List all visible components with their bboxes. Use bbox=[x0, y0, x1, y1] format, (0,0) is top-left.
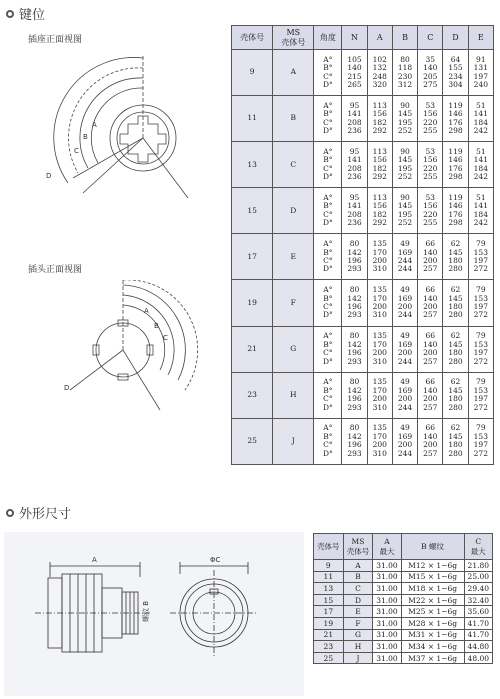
plug-front-view-label: 插头正面视图 bbox=[28, 265, 83, 275]
dim-table-row bbox=[314, 560, 493, 572]
ms-shell-cell: D bbox=[273, 188, 314, 234]
angle-value-cell: 119 146 176 298 bbox=[443, 96, 468, 142]
angle-value-cell: 49 169 200 244 bbox=[392, 418, 417, 464]
dim-table-cell: 41.70 bbox=[464, 629, 492, 641]
key-table-header-cell: E bbox=[468, 26, 493, 50]
dim-table-cell: E bbox=[343, 606, 373, 618]
dim-table-header-cell: C 最大 bbox=[464, 534, 492, 560]
shell-size-cell: 15 bbox=[232, 188, 273, 234]
dim-table-row bbox=[314, 583, 493, 595]
dim-table-header-cell: MS 壳体号 bbox=[343, 534, 373, 560]
angle-value-cell: 80 142 196 293 bbox=[342, 418, 367, 464]
angle-value-cell: 66 140 200 257 bbox=[418, 280, 443, 326]
key-table-row bbox=[232, 50, 494, 96]
shell-size-cell: 11 bbox=[232, 96, 273, 142]
plug-front-view-drawing bbox=[60, 280, 210, 420]
angle-value-cell: 80 118 230 312 bbox=[392, 50, 417, 96]
key-table-header-cell: MS 壳体号 bbox=[273, 26, 314, 50]
ms-shell-cell: F bbox=[273, 280, 314, 326]
angle-value-cell: 113 156 182 292 bbox=[367, 96, 392, 142]
ms-shell-cell: B bbox=[273, 96, 314, 142]
dim-table-row bbox=[314, 617, 493, 629]
angle-value-cell: 119 146 176 298 bbox=[443, 188, 468, 234]
angle-value-cell: 66 140 200 257 bbox=[418, 372, 443, 418]
angle-value-cell: 62 145 180 280 bbox=[443, 372, 468, 418]
dim-table-cell: 31.00 bbox=[373, 629, 401, 641]
shell-size-cell: 21 bbox=[232, 326, 273, 372]
outline-dimension-table bbox=[313, 533, 493, 664]
key-table-header-cell: 壳体号 bbox=[232, 26, 273, 50]
angle-value-cell: 51 141 184 242 bbox=[468, 142, 493, 188]
dim-table-cell: J bbox=[343, 652, 373, 664]
angle-cell: A° B° C° D° bbox=[314, 326, 342, 372]
angle-value-cell: 135 170 200 310 bbox=[367, 280, 392, 326]
angle-value-cell: 113 156 182 292 bbox=[367, 188, 392, 234]
label-A: A bbox=[92, 121, 97, 129]
dim-table-cell: G bbox=[343, 629, 373, 641]
outline-dimension-drawing bbox=[30, 552, 275, 677]
dim-table-cell: M28 × 1−6g bbox=[401, 617, 464, 629]
key-position-table bbox=[231, 25, 494, 465]
key-table-row bbox=[232, 372, 494, 418]
dim-table-header-cell: 壳体号 bbox=[314, 534, 344, 560]
angle-value-cell: 49 169 200 244 bbox=[392, 280, 417, 326]
key-table-row bbox=[232, 96, 494, 142]
key-table-header-cell: 角度 bbox=[314, 26, 342, 50]
dim-table-cell: 23 bbox=[314, 641, 344, 653]
angle-value-cell: 95 141 208 236 bbox=[342, 188, 367, 234]
angle-value-cell: 51 141 184 242 bbox=[468, 188, 493, 234]
dim-table-cell: 31.00 bbox=[373, 617, 401, 629]
angle-value-cell: 51 141 184 242 bbox=[468, 96, 493, 142]
dim-table-cell: M37 × 1−6g bbox=[401, 652, 464, 664]
dim-table-row bbox=[314, 594, 493, 606]
angle-value-cell: 135 170 200 310 bbox=[367, 372, 392, 418]
label-D: D bbox=[46, 172, 52, 180]
angle-value-cell: 135 170 200 310 bbox=[367, 418, 392, 464]
dim-table-row bbox=[314, 606, 493, 618]
angle-value-cell: 53 156 220 255 bbox=[418, 96, 443, 142]
dim-table-cell: 44.80 bbox=[464, 641, 492, 653]
angle-value-cell: 64 155 234 304 bbox=[443, 50, 468, 96]
dim-table-row bbox=[314, 641, 493, 653]
shell-size-cell: 23 bbox=[232, 372, 273, 418]
ms-shell-cell: G bbox=[273, 326, 314, 372]
dim-table-cell: 21 bbox=[314, 629, 344, 641]
plug-label-A: A bbox=[144, 307, 149, 315]
key-table-row bbox=[232, 188, 494, 234]
dim-table-cell: 25 bbox=[314, 652, 344, 664]
dim-table-cell: 31.00 bbox=[373, 560, 401, 572]
angle-value-cell: 80 142 196 293 bbox=[342, 280, 367, 326]
dim-table-cell: 31.00 bbox=[373, 571, 401, 583]
dim-table-cell: 48.00 bbox=[464, 652, 492, 664]
dim-table-cell: C bbox=[343, 583, 373, 595]
dim-table-row bbox=[314, 652, 493, 664]
dim-table-cell: 19 bbox=[314, 617, 344, 629]
ms-shell-cell: C bbox=[273, 142, 314, 188]
key-table-header-row bbox=[232, 26, 494, 50]
section-title-dimensions: 外形尺寸 bbox=[6, 503, 71, 522]
dim-table-cell: M18 × 1−6g bbox=[401, 583, 464, 595]
dim-table-cell: M31 × 1−6g bbox=[401, 629, 464, 641]
angle-value-cell: 90 145 195 252 bbox=[392, 188, 417, 234]
shell-size-cell: 19 bbox=[232, 280, 273, 326]
dim-table-cell: 41.70 bbox=[464, 617, 492, 629]
angle-cell: A° B° C° D° bbox=[314, 418, 342, 464]
dim-table-cell: 25.00 bbox=[464, 571, 492, 583]
dim-table-cell: F bbox=[343, 617, 373, 629]
angle-value-cell: 49 169 200 244 bbox=[392, 326, 417, 372]
ms-shell-cell: A bbox=[273, 50, 314, 96]
dim-table-cell: 11 bbox=[314, 571, 344, 583]
dim-table-cell: 31.00 bbox=[373, 652, 401, 664]
dim-table-cell: M34 × 1−6g bbox=[401, 641, 464, 653]
key-table-row bbox=[232, 326, 494, 372]
angle-cell: A° B° C° D° bbox=[314, 280, 342, 326]
dim-table-cell: 35.60 bbox=[464, 606, 492, 618]
label-C: C bbox=[74, 147, 79, 155]
dim-table-cell: 15 bbox=[314, 594, 344, 606]
dim-table-header-cell: A 最大 bbox=[373, 534, 401, 560]
angle-value-cell: 80 142 196 293 bbox=[342, 326, 367, 372]
dim-table-cell: M15 × 1−6g bbox=[401, 571, 464, 583]
angle-cell: A° B° C° D° bbox=[314, 96, 342, 142]
dim-table-cell: 21.80 bbox=[464, 560, 492, 572]
angle-value-cell: 95 141 208 236 bbox=[342, 142, 367, 188]
angle-value-cell: 79 153 197 272 bbox=[468, 418, 493, 464]
angle-value-cell: 95 141 208 236 bbox=[342, 96, 367, 142]
bullet-icon bbox=[6, 10, 14, 18]
key-table-header-cell: N bbox=[342, 26, 367, 50]
dim-table-cell: 32.40 bbox=[464, 594, 492, 606]
plug-label-D: D bbox=[64, 384, 70, 392]
key-table-header-cell: D bbox=[443, 26, 468, 50]
angle-value-cell: 35 140 205 275 bbox=[418, 50, 443, 96]
dim-table-cell: B bbox=[343, 571, 373, 583]
dim-table-cell: 13 bbox=[314, 583, 344, 595]
angle-value-cell: 62 145 180 280 bbox=[443, 418, 468, 464]
label-B: B bbox=[83, 133, 88, 141]
ms-shell-cell: J bbox=[273, 418, 314, 464]
angle-cell: A° B° C° D° bbox=[314, 234, 342, 280]
angle-value-cell: 53 156 220 255 bbox=[418, 142, 443, 188]
angle-value-cell: 90 145 195 252 bbox=[392, 142, 417, 188]
dim-table-cell: 31.00 bbox=[373, 594, 401, 606]
angle-value-cell: 135 170 200 310 bbox=[367, 326, 392, 372]
ms-shell-cell: E bbox=[273, 234, 314, 280]
shell-size-cell: 9 bbox=[232, 50, 273, 96]
key-table-row bbox=[232, 418, 494, 464]
dim-table-header-row bbox=[314, 534, 493, 560]
angle-value-cell: 66 140 200 257 bbox=[418, 234, 443, 280]
angle-value-cell: 80 142 196 293 bbox=[342, 234, 367, 280]
shell-size-cell: 17 bbox=[232, 234, 273, 280]
angle-cell: A° B° C° D° bbox=[314, 372, 342, 418]
dim-table-cell: 17 bbox=[314, 606, 344, 618]
socket-front-view-label: 插座正面视图 bbox=[28, 35, 83, 45]
angle-value-cell: 79 153 197 272 bbox=[468, 326, 493, 372]
dim-table-cell: M12 × 1−6g bbox=[401, 560, 464, 572]
dim-table-cell: 29.40 bbox=[464, 583, 492, 595]
angle-value-cell: 66 140 200 257 bbox=[418, 326, 443, 372]
key-table-row bbox=[232, 280, 494, 326]
angle-cell: A° B° C° D° bbox=[314, 50, 342, 96]
socket-front-view-drawing bbox=[28, 48, 228, 223]
angle-value-cell: 66 140 200 257 bbox=[418, 418, 443, 464]
dim-table-cell: 31.00 bbox=[373, 641, 401, 653]
angle-value-cell: 105 140 215 265 bbox=[342, 50, 367, 96]
section-title-keyway: 键位 bbox=[6, 4, 45, 23]
angle-value-cell: 102 132 248 320 bbox=[367, 50, 392, 96]
shell-size-cell: 25 bbox=[232, 418, 273, 464]
dim-label-phiC: ΦC bbox=[210, 556, 221, 564]
angle-value-cell: 90 145 195 252 bbox=[392, 96, 417, 142]
angle-value-cell: 49 169 200 244 bbox=[392, 372, 417, 418]
angle-cell: A° B° C° D° bbox=[314, 142, 342, 188]
dim-label-A: A bbox=[92, 556, 97, 564]
angle-value-cell: 79 153 197 272 bbox=[468, 234, 493, 280]
dim-label-thread-B: 螺纹 B bbox=[142, 600, 150, 622]
dim-table-row bbox=[314, 629, 493, 641]
dim-table-cell: 9 bbox=[314, 560, 344, 572]
angle-value-cell: 91 131 197 240 bbox=[468, 50, 493, 96]
angle-cell: A° B° C° D° bbox=[314, 188, 342, 234]
plug-label-B: B bbox=[154, 322, 159, 330]
angle-value-cell: 119 146 176 298 bbox=[443, 142, 468, 188]
dim-table-header-cell: B 螺纹 bbox=[401, 534, 464, 560]
bullet-icon bbox=[6, 509, 14, 517]
dim-table-cell: 31.00 bbox=[373, 606, 401, 618]
angle-value-cell: 62 145 180 280 bbox=[443, 280, 468, 326]
angle-value-cell: 113 156 182 292 bbox=[367, 142, 392, 188]
dim-table-cell: M25 × 1−6g bbox=[401, 606, 464, 618]
dim-table-cell: 31.00 bbox=[373, 583, 401, 595]
angle-value-cell: 79 153 197 272 bbox=[468, 372, 493, 418]
dim-table-row bbox=[314, 571, 493, 583]
dim-table-cell: A bbox=[343, 560, 373, 572]
key-table-row bbox=[232, 142, 494, 188]
ms-shell-cell: H bbox=[273, 372, 314, 418]
key-table-row bbox=[232, 234, 494, 280]
key-table-header-cell: C bbox=[418, 26, 443, 50]
plug-label-C: C bbox=[163, 334, 168, 342]
dim-table-cell: H bbox=[343, 641, 373, 653]
angle-value-cell: 80 142 196 293 bbox=[342, 372, 367, 418]
shell-size-cell: 13 bbox=[232, 142, 273, 188]
angle-value-cell: 53 156 220 255 bbox=[418, 188, 443, 234]
angle-value-cell: 49 169 244 244 bbox=[392, 234, 417, 280]
dim-table-cell: D bbox=[343, 594, 373, 606]
key-table-header-cell: B bbox=[392, 26, 417, 50]
dim-table-cell: M22 × 1−6g bbox=[401, 594, 464, 606]
angle-value-cell: 79 153 197 272 bbox=[468, 280, 493, 326]
angle-value-cell: 62 145 180 280 bbox=[443, 234, 468, 280]
angle-value-cell: 135 170 200 310 bbox=[367, 234, 392, 280]
angle-value-cell: 62 145 180 280 bbox=[443, 326, 468, 372]
key-table-header-cell: A bbox=[367, 26, 392, 50]
